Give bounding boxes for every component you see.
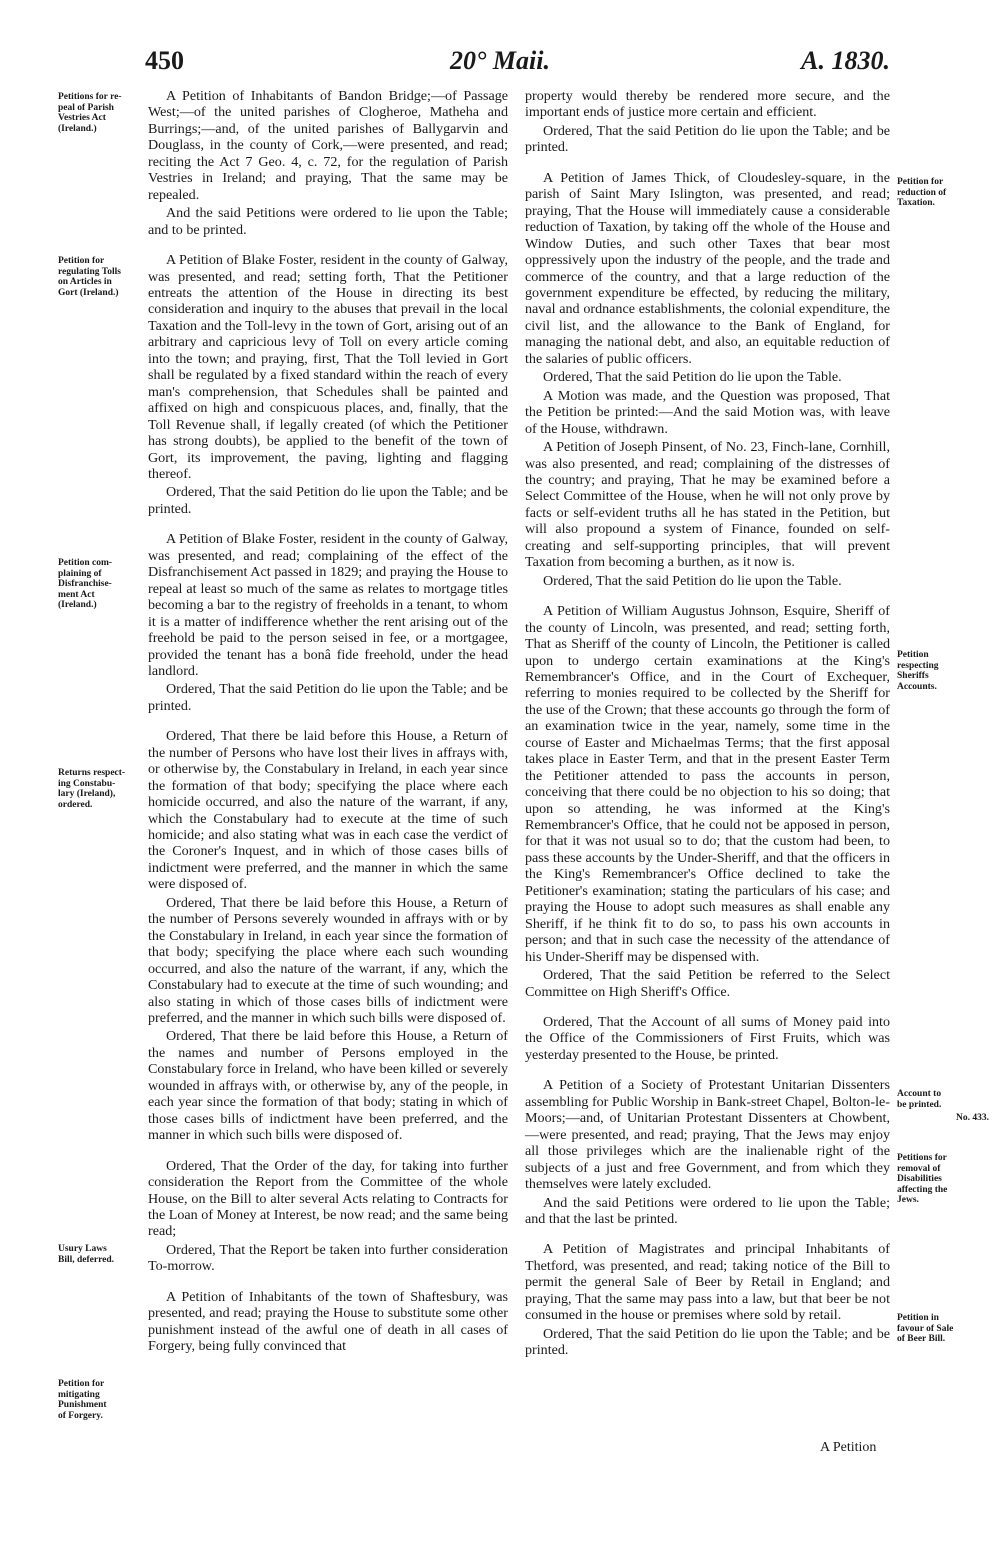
margin-note-line: mitigating [58, 1389, 100, 1400]
margin-note-number: No. 433. [956, 1113, 989, 1123]
margin-note-line: plaining of [58, 568, 102, 579]
margin-note-line: favour of Sale [897, 1323, 954, 1334]
margin-note-line: Petition for [897, 177, 944, 187]
paragraph: A Petition of Inhabitants of Bandon Bridge;—of Passage West;—of the united parishes of Clogheroe, Matheha and Burrings;—and, of the united parishes of Ballygarvin and Douglass, in the county of Cork,—were presented, and read; reciting the Act 7 Geo. 4, c. 72, for the regulation of Parish Vestries in Ireland; and praying, That the same may be repealed. [148, 88, 508, 203]
margin-note-line: Sheriffs [897, 671, 929, 681]
margin-note-line: ordered. [58, 799, 93, 810]
margin-note [897, 650, 989, 692]
page-year: A. 1830. [801, 46, 890, 75]
paragraph: A Petition of William Augustus Johnson, Esquire, Sheriff of the county of Lincoln, was presented, and read; setting forth, That as Sheriff of the county of Lincoln, the Petitioner is called upon to undergo certain examinations at the King's Remembrancer's Office, and in the Court of Exchequer, referring to monies required to be collected by the Sheriff for the use of the Crown; that these accounts go through the form of an examination twice in the year, namely, some time in the course of Easter and Michaelmas Terms; that the first apposal takes place in Easter Term, and that in the present Easter Term the Petitioner attended to pass the accounts in person, conceiving that there could be no objection to his so doing; that upon so attending, he was informed at the King's Remembrancer's Office, that he could not be apposed in person, for that it was not usual so to do; that the custom had been, to pass these accounts by the Under-Sheriff, and that the officers in the King's Remembrancer's Office declined to take the Petitioner's examination; stating the particulars of his case; and praying the House to adopt such measures as shall enable any Sheriff, if he think fit to do so, to pass his own accounts in person; and that in such case the necessity of the attendance of his Under-Sheriff may be dispensed with. [525, 603, 890, 965]
paragraph: A Petition of Blake Foster, resident in the county of Galway, was presented, and read; complaining of the effect of the Disfranchisement Act passed in 1829; and praying the House to repeal at least so much of the same as relates to mortgage titles becoming a bar to the registry of freeholds in a tenant, to whom it is a matter of indifference whether the rent arising out of the freehold be paid to the person seised in fee, or a mortgagee, provided the tenant has a bonâ fide freehold, under the head landlord. [148, 531, 508, 679]
margin-note [58, 256, 143, 298]
margin-note-line: of Beer Bill. [897, 1334, 946, 1344]
margin-note-line: Taxation. [897, 198, 935, 208]
paragraph: A Petition of Blake Foster, resident in the county of Galway, was presented, and read; setting forth, That the Petitioner entreats the attention of the House in directing its best consideration and inquiry to the abuses that prevail in the local Taxation and the Toll-levy in the town of Gort, arising out of an arbitrary and capricious levy of Toll on every article coming into the town; and praying, first, That the Toll levied in Gort shall be regulated by a fixed standard within the reach of every man's comprehension, that Schedules shall be painted and affixed on high and conspicuous places, and, finally, that the Toll Revenue shall, if legally created (of which the Petitioner has strong doubts), be applied to the benefit of the town of Gort, its improvement, the paving, lighting and flagging thereof. [148, 252, 508, 482]
margin-note-line: Petitions for [897, 1153, 947, 1163]
margin-note [897, 1313, 989, 1345]
paragraph: A Petition of Inhabitants of the town of Shaftesbury, was presented, and read; praying the House to substitute some other punishment instead of the awful one of death in all cases of Forgery, being fully convinced that [148, 1288, 508, 1355]
margin-note-line: of Forgery. [58, 1410, 103, 1421]
margin-note-line: Accounts. [897, 681, 937, 692]
margin-note-line: peal of Parish [58, 102, 114, 113]
margin-note-line: Gort (Ireland.) [58, 287, 119, 298]
margin-note-line: Petition in [897, 1313, 939, 1323]
margin-note-line: ing Constabu- [58, 778, 116, 789]
margin-note-line: Disfranchise- [58, 579, 112, 589]
margin-note [58, 1244, 143, 1265]
margin-note-line: lary (Ireland), [58, 789, 116, 799]
paragraph: property would thereby be rendered more secure, and the important ends of justice more certain and efficient. [525, 88, 890, 121]
margin-note-line: respecting [897, 660, 939, 671]
margin-note-line: Petition [897, 650, 929, 660]
margin-note-line: Bill, deferred. [58, 1254, 115, 1265]
paragraph: A Petition of a Society of Protestant Unitarian Dissenters assembling for Public Worship in Bank-street Chapel, Bolton-le-Moors;—and, of Unitarian Protestant Dissenters at Chowbent,—were presented, and read; praying, That the Jews may enjoy all those privileges which are the inalienable right of the subjects of a just and free Government, and from which they themselves were lately excluded. [525, 1077, 890, 1193]
margin-note-line: Vestries Act [58, 113, 106, 123]
paragraph: Ordered, That the Order of the day, for taking into further consideration the Report from the Committee of the whole House, on the Bill to alter several Acts relating to Contracts for the Loan of Money at Interest, be now read; and the same being read; [148, 1157, 508, 1240]
margin-note-line: ment Act [58, 589, 95, 600]
right-column [525, 88, 890, 1361]
paragraph: Ordered, That the Account of all sums of Money paid into the Office of the Commissioners of First Fruits, which was yesterday presented to the House, be printed. [525, 1014, 890, 1063]
margin-note-line: Disabilities [897, 1174, 942, 1184]
paragraph: A Petition of Joseph Pinsent, of No. 23, Finch-lane, Cornhill, was also presented, and read; complaining of the distresses of the country; and praying, That he may be examined before a Select Committee of the House, when he will not only prove by facts or self-evident truths all he has stated in the Petition, but will also propound a system of Finance, founded on self-creating and self-supporting principles, that will prevent Taxation from becoming a burthen, as it now is. [525, 439, 890, 571]
margin-note-line: reduction of [897, 187, 947, 198]
page-date: 20° Maii. [450, 46, 550, 75]
page-number: 450 [145, 46, 184, 75]
paragraph: Ordered, That the Report be taken into further consideration To-morrow. [148, 1241, 508, 1275]
margin-note-line: affecting the [897, 1184, 948, 1195]
margin-note [58, 768, 143, 810]
paragraph: A Motion was made, and the Question was proposed, That the Petition be printed:—And the said Motion was, with leave of the House, withdrawn. [525, 387, 890, 437]
paragraph: Ordered, That the said Petition do lie upon the Table; and be printed. [148, 681, 508, 714]
margin-note [897, 177, 989, 209]
margin-note-line: Returns respect- [58, 768, 126, 778]
margin-note-line: regulating Tolls [58, 266, 121, 277]
margin-note [58, 92, 143, 134]
paragraph: Ordered, That the said Petition do lie upon the Table; and be printed. [525, 122, 890, 156]
paragraph: Ordered, That the said Petition be referred to the Select Committee on High Sheriff's Office. [525, 967, 890, 1000]
paragraph: A Petition of James Thick, of Cloudesley-square, in the parish of Saint Mary Islington, was presented, and read; praying, That the House will immediately cause a considerable reduction of Taxation, by taking off the whole of the House and Window Duties, and such other Taxes that bear most oppressively upon the industry of the people, and the trade and commerce of the country, and that a large reduction of the government expenditure be effected, by reducing the military, naval and ordnance establishments, the colonial expenditure, the civil list, and the allowance to the Bank of England, for managing the national debt, and also, an equitable reduction of the salaries of public officers. [525, 169, 890, 367]
margin-note [897, 1089, 989, 1124]
paragraph: Ordered, That the said Petition do lie upon the Table; and be printed. [148, 484, 508, 517]
margin-note-line: Usury Laws [58, 1244, 107, 1254]
paragraph: And the said Petitions were ordered to lie upon the Table; and to be printed. [148, 205, 508, 238]
paragraph: Ordered, That the said Petition do lie upon the Table. [543, 369, 842, 386]
margin-note-line: Jews. [897, 1195, 919, 1205]
margin-note-line: Petition for [58, 1379, 105, 1389]
paragraph: A Petition of Magistrates and principal Inhabitants of Thetford, was presented, and read; taking notice of the Bill to permit the general Sale of Beer by Retail in England; and praying, That the same may pass into a law, but that beer be not consumed in the house or premises where sold by retail. [525, 1241, 890, 1324]
margin-note [58, 1379, 143, 1421]
page-header [145, 46, 890, 86]
left-column [148, 88, 508, 1357]
paragraph: Ordered, That the said Petition do lie upon the Table. [543, 572, 842, 589]
margin-note-line: Account to [897, 1089, 942, 1099]
margin-note-line: be printed. [897, 1099, 942, 1110]
paragraph: Ordered, That there be laid before this House, a Return of the number of Persons severely wounded in affrays with or by the Constabulary in Ireland, in each year since the formation of that body; specifying the place where each such wounding occurred, and also the nature of the warrant, if any, which the Constabulary had to execute at the time of such wounding; and also stating in which of those cases bills of indictment were preferred, and the manner in which such bills were disposed of. [148, 894, 508, 1027]
margin-note-line: (Ireland.) [58, 600, 97, 610]
margin-note-line: Petitions for re- [58, 92, 122, 102]
paragraph: Ordered, That there be laid before this House, a Return of the names and number of Persons employed in the Constabulary force in Ireland, who have been killed or severely wounded in affrays with, or otherwise by, any of the people, in each year since the formation of that body; stating in which of those cases bills of indictment have been preferred, and the manner in which such bills were disposed of. [148, 1028, 508, 1144]
margin-note-line: Petition com- [58, 558, 113, 568]
margin-note-line: Punishment [58, 1400, 107, 1410]
margin-note-line: Petition for [58, 256, 105, 266]
margin-note-line: on Articles in [58, 277, 112, 287]
margin-note-line: removal of [897, 1163, 941, 1174]
paragraph: Ordered, That the said Petition do lie upon the Table; and be printed. [525, 1325, 890, 1359]
margin-note-line: (Ireland.) [58, 123, 97, 134]
catchword: A Petition [820, 1440, 877, 1455]
paragraph: Ordered, That there be laid before this House, a Return of the number of Persons who have lost their lives in affrays with, or otherwise by, the Constabulary in Ireland, in each year since the formation of that body; specifying the place where each homicide occurred, and also the nature of the warrant, if any, which the Constabulary had to execute at the time of such homicide; and also stating what was in each case the verdict of the Coroner's Inquest, and in which of those cases bills of indictment were preferred, and the manner in which the same were disposed of. [148, 728, 508, 893]
margin-note [897, 1153, 989, 1206]
paragraph: And the said Petitions were ordered to lie upon the Table; and that the last be printed. [525, 1194, 890, 1227]
margin-note [58, 558, 143, 611]
